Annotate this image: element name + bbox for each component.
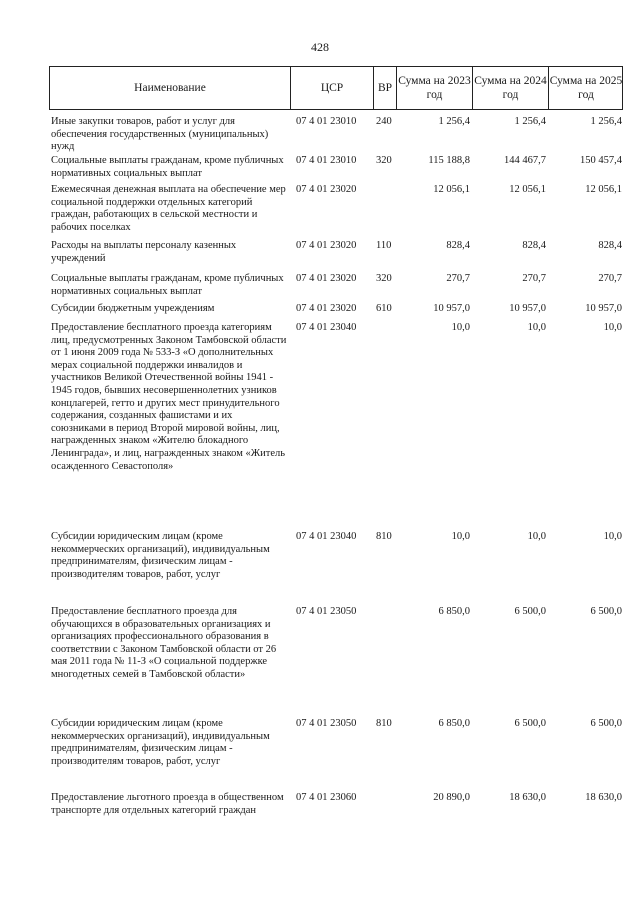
header-sum-2025: Сумма на 2025 год [549,75,623,101]
row-sum-2024: 10,0 [527,322,546,333]
table-header [49,66,623,110]
table-row [49,240,623,273]
row-name: Расходы на выплаты персоналу казенных учреждений [51,240,237,264]
table-row [49,322,623,531]
row-sum-2024: 18 630,0 [509,792,546,803]
row-csr: 07 4 01 23020 [296,303,357,314]
header-csr: ЦСР [291,67,374,109]
row-sum-2025: 10 957,0 [585,303,622,314]
row-sum-2024: 12 056,1 [509,184,546,195]
table-row [49,273,623,303]
row-sum-2024: 10,0 [527,531,546,542]
row-sum-2024: 10 957,0 [509,303,546,314]
header-sum-2023: Сумма на 2023 год [397,67,473,109]
table-row [49,155,623,184]
row-sum-2024: 6 500,0 [514,718,546,729]
row-csr: 07 4 01 23010 [296,155,357,166]
row-sum-2023: 10 957,0 [433,303,470,314]
row-sum-2025: 6 500,0 [590,606,622,617]
row-sum-2025: 12 056,1 [585,184,622,195]
table-row [49,303,623,322]
row-sum-2025: 1 256,4 [590,116,622,127]
row-csr: 07 4 01 23020 [296,273,357,284]
row-csr: 07 4 01 23020 [296,240,357,251]
row-name: Ежемесячная денежная выплата на обеспечение мер социальной поддержки отдельных категорий граждан, работающих в сельской местности и рабочих поселках [51,184,286,233]
table-body [49,116,623,832]
row-sum-2024: 6 500,0 [514,606,546,617]
row-sum-2024: 270,7 [522,273,546,284]
header-name: Наименование [50,67,291,109]
page-number: 428 [311,40,329,54]
row-sum-2025: 150 457,4 [580,155,622,166]
row-csr: 07 4 01 23050 [296,718,357,729]
row-sum-2023: 10,0 [451,531,470,542]
row-vr: 810 [376,718,392,729]
row-name: Субсидии юридическим лицам (кроме некоммерческих организаций), индивидуальным предпринимателям, физическим лицам - производителям товаров, работ, услуг [51,531,270,580]
row-sum-2025: 6 500,0 [590,718,622,729]
table-row [49,531,623,606]
row-csr: 07 4 01 23040 [296,531,357,542]
header-vr: ВР [374,67,397,109]
row-vr: 610 [376,303,392,314]
row-sum-2024: 144 467,7 [504,155,546,166]
row-sum-2025: 828,4 [598,240,622,251]
table-row [49,792,623,832]
row-vr: 240 [376,116,392,127]
row-sum-2024: 1 256,4 [514,116,546,127]
row-sum-2024: 828,4 [522,240,546,251]
row-sum-2023: 6 850,0 [438,718,470,729]
row-name: Социальные выплаты гражданам, кроме публичных нормативных социальных выплат [51,155,284,179]
row-csr: 07 4 01 23010 [296,116,357,127]
row-sum-2023: 270,7 [446,273,470,284]
row-sum-2023: 6 850,0 [438,606,470,617]
row-sum-2025: 270,7 [598,273,622,284]
row-csr: 07 4 01 23020 [296,184,357,195]
row-name: Предоставление льготного проезда в общественном транспорте для отдельных категорий граждан [51,792,284,816]
table-row [49,116,623,155]
row-name: Предоставление бесплатного проезда категориям лиц, предусмотренных Законом Тамбовской области от 1 июня 2009 года № 533-З «О дополнительных мерах социальной поддержки инвалидов и участников Великой Отечественной войны 1941 - 1945 годов, бывших несовершеннолетних узников концлагерей, гетто и других мест принудительного содержания, созданных фашистами и их союзниками в период Второй мировой войны, лиц, награжденных знаком «Жителю блокадного Ленинграда», и лиц, награжденных знаком «Житель осажденного Севастополя» [51,322,287,472]
row-csr: 07 4 01 23060 [296,792,357,803]
table-row [49,184,623,240]
row-sum-2023: 10,0 [451,322,470,333]
row-csr: 07 4 01 23040 [296,322,357,333]
row-sum-2023: 20 890,0 [433,792,470,803]
header-sum-2024: Сумма на 2024 год [473,67,549,109]
row-sum-2025: 10,0 [603,322,622,333]
row-sum-2025: 10,0 [603,531,622,542]
row-vr: 810 [376,531,392,542]
row-sum-2023: 115 188,8 [428,155,470,166]
row-csr: 07 4 01 23050 [296,606,357,617]
row-sum-2025: 18 630,0 [585,792,622,803]
row-name: Социальные выплаты гражданам, кроме публичных нормативных социальных выплат [51,273,284,297]
row-vr: 320 [376,273,392,284]
row-vr: 110 [376,240,392,251]
budget-table [49,66,623,832]
row-sum-2023: 828,4 [446,240,470,251]
row-name: Субсидии бюджетным учреждениям [51,303,215,314]
row-name: Субсидии юридическим лицам (кроме некоммерческих организаций), индивидуальным предпринимателям, физическим лицам - производителям товаров, работ, услуг [51,718,270,767]
row-name: Иные закупки товаров, работ и услуг для обеспечения государственных (муниципальных) нужд [51,116,269,153]
table-row [49,606,623,718]
row-sum-2023: 12 056,1 [433,184,470,195]
table-row [49,718,623,792]
row-sum-2023: 1 256,4 [438,116,470,127]
row-name: Предоставление бесплатного проезда для обучающихся в образовательных организациях и организациях профессионального образования в соответствии с Законом Тамбовской области от 26 мая 2011 года № 11-З «О социальной поддержке многодетных семей в Тамбовской области» [51,606,277,680]
row-vr: 320 [376,155,392,166]
